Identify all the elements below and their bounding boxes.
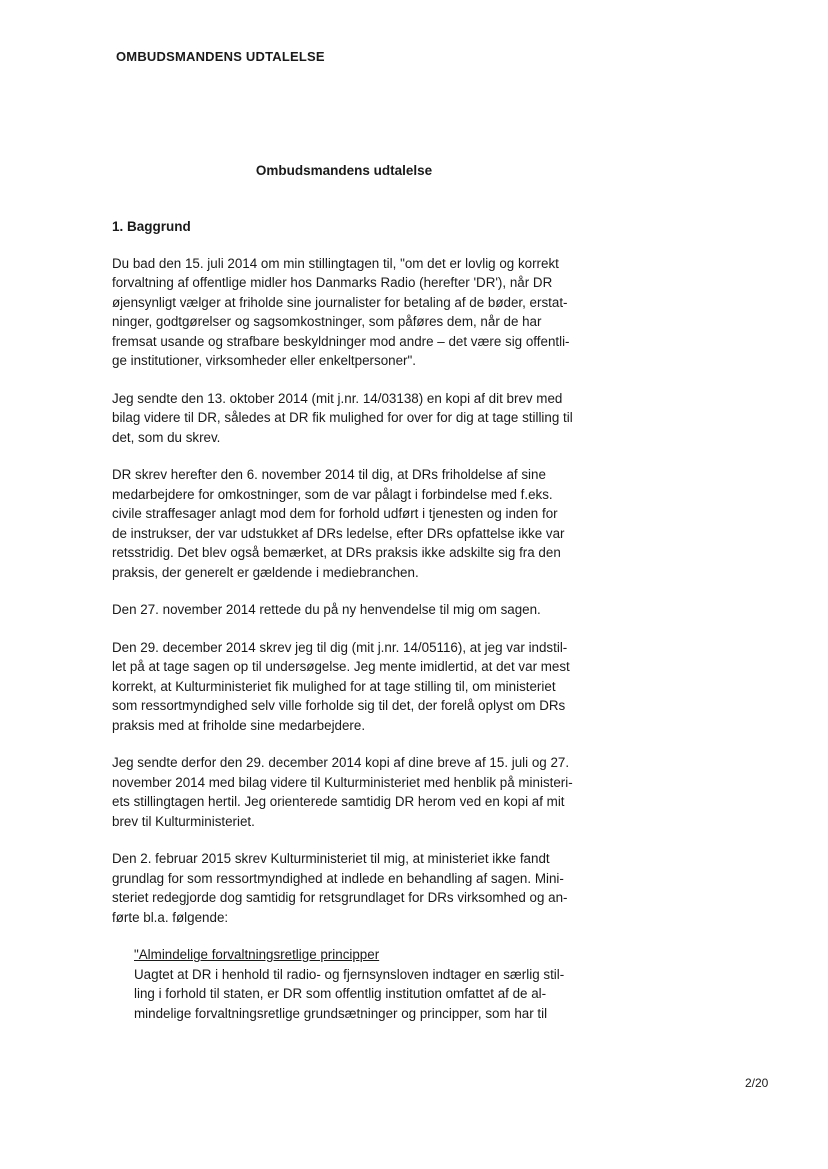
text-line: bilag videre til DR, således at DR fik mulighed for over for dig at tage stilling til — [112, 410, 573, 425]
text-line: førte bl.a. følgende: — [112, 909, 229, 925]
text-line: forvaltning af offentlige midler hos Danmarks Radio (herefter 'DR'), når DR — [112, 275, 553, 290]
paragraph-request — [112, 254, 582, 371]
text-line: praksis, der generelt er gældende i mediebranchen. — [112, 564, 419, 580]
text-line: øjensynligt vælger at friholde sine journalister for betaling af de bøder, erstat- — [112, 294, 568, 310]
text-line: det, som du skrev. — [112, 429, 221, 445]
text-line: Uagtet at DR i henhold til radio- og fjernsynsloven indtager en særlig stil- — [134, 966, 565, 982]
paragraph-new-inquiry — [112, 600, 582, 620]
text-line: Den 27. november 2014 rettede du på ny henvendelse til mig om sagen. — [112, 602, 541, 617]
text-line: retsstridig. Det blev også bemærket, at DRs praksis ikke adskilte sig fra den — [112, 545, 561, 560]
text-line: Den 2. februar 2015 skrev Kulturministeriet til mig, at ministeriet ikke fandt — [112, 851, 550, 866]
text-line: november 2014 med bilag videre til Kulturministeriet med henblik på ministeri- — [112, 774, 573, 790]
paragraph-dr-reply — [112, 465, 582, 582]
text-line: de instrukser, der var udstukket af DRs ledelse, efter DRs opfattelse ikke var — [112, 525, 565, 541]
text-line: medarbejdere for omkostninger, som de var pålagt i forbindelse med f.eks. — [112, 486, 553, 502]
text-line: Jeg sendte derfor den 29. december 2014 kopi af dine breve af 15. juli og 27. — [112, 755, 570, 770]
text-line: Du bad den 15. juli 2014 om min stillingtagen til, "om det er lovlig og korrekt — [112, 255, 559, 271]
text-line: let på at tage sagen op til undersøgelse. Jeg mente imidlertid, at det var mest — [112, 659, 570, 674]
paragraph-investigation — [112, 638, 582, 736]
document-title: Ombudsmandens udtalelse — [255, 163, 433, 178]
paragraph-ministry-reply — [112, 849, 582, 927]
text-line: grundlag for som ressortmyndighed at indlede en behandling af sagen. Mini- — [112, 870, 564, 886]
text-line: mindelige forvaltningsretlige grundsætninger og principper, som har til — [134, 1005, 548, 1021]
text-line: fremsat usande og strafbare beskyldninger mod andre – det være sig offentli- — [112, 333, 570, 349]
page-number: 2/20 — [745, 1076, 769, 1090]
text-line: praksis med at friholde sine medarbejdere. — [112, 717, 366, 733]
quote-heading: "Almindelige forvaltningsretlige principper — [134, 947, 380, 962]
block-quote — [134, 945, 582, 1023]
text-line: som ressortmyndighed selv ville forholde sig til det, der forelå oplyst om DRs — [112, 698, 566, 713]
section-heading: 1. Baggrund — [112, 219, 191, 234]
text-line: DR skrev herefter den 6. november 2014 til dig, at DRs friholdelse af sine — [112, 467, 546, 482]
text-line: Jeg sendte den 13. oktober 2014 (mit j.nr. 14/03138) en kopi af dit brev med — [112, 390, 563, 406]
text-line: ets stillingtagen hertil. Jeg orienterede samtidig DR herom ved en kopi af mit — [112, 794, 565, 809]
text-line: korrekt, at Kulturministeriet fik mulighed for at tage stilling til, om ministeriet — [112, 678, 556, 694]
text-line: brev til Kulturministeriet. — [112, 813, 255, 829]
text-line: ninger, godtgørelser og sagsomkostninger, som påføres dem, når de har — [112, 314, 542, 329]
text-line: Den 29. december 2014 skrev jeg til dig (mit j.nr. 14/05116), at jeg var indstil- — [112, 639, 568, 655]
document-body — [112, 217, 582, 1041]
paragraph-forwarded-to-ministry — [112, 753, 582, 831]
running-header: OMBUDSMANDENS UDTALELSE — [116, 49, 325, 64]
text-line: steriet redegjorde dog samtidig for retsgrundlaget for DRs virksomhed og an- — [112, 890, 568, 905]
text-line: ling i forhold til staten, er DR som offentlig institution omfattet af de al- — [134, 986, 547, 1001]
text-line: ge institutioner, virksomheder eller enkeltpersoner". — [112, 353, 416, 368]
text-line: civile straffesager anlagt mod dem for forhold udført i tjenesten og inden for — [112, 506, 558, 521]
paragraph-forwarded-to-dr — [112, 389, 582, 448]
